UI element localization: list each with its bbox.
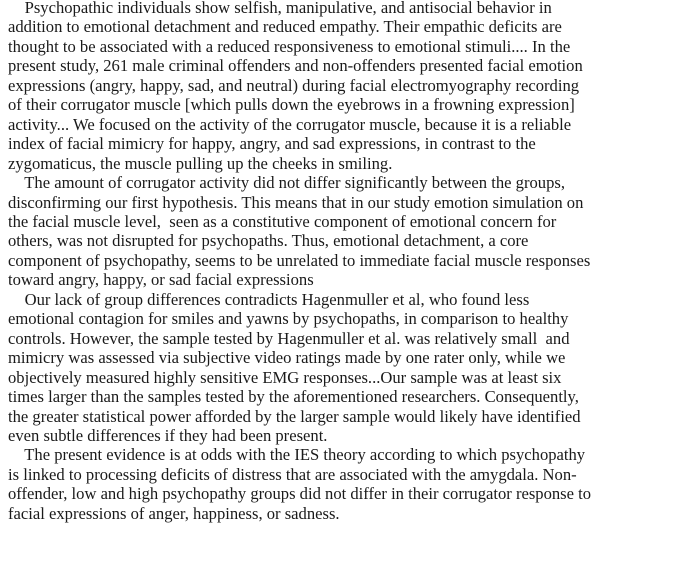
text-line: even subtle differences if they had been present. (8, 425, 328, 445)
text-line: The present evidence is at odds with the IES theory according to which psychopathy (8, 445, 586, 465)
text-line: of their corrugator muscle [which pulls down the eyebrows in a frowning expression] (8, 95, 575, 115)
text-line: offender, low and high psychopathy groups did not differ in their corrugator response to (8, 484, 592, 504)
text-line: activity... We focused on the activity of the corrugator muscle, because it is a reliable (8, 114, 572, 134)
paragraph-3 (8, 290, 678, 446)
text-line: times larger than the samples tested by the aforementioned researchers. Consequently, (8, 387, 579, 407)
text-line: others, was not disrupted for psychopaths. Thus, emotional detachment, a core (8, 231, 529, 251)
text-line: the greater statistical power afforded by the larger sample would likely have identified (8, 406, 581, 426)
text-line: toward angry, happy, or sad facial expressions (8, 270, 314, 290)
text-line: index of facial mimicry for happy, angry, and sad expressions, in contrast to the (8, 134, 536, 154)
text-line: emotional contagion for smiles and yawns by psychopaths, in comparison to healthy (8, 309, 569, 329)
text-line: component of psychopathy, seems to be unrelated to immediate facial muscle responses (8, 250, 591, 270)
text-line: mimicry was assessed via subjective video ratings made by one rater only, while we (8, 348, 566, 368)
paragraph-4 (8, 445, 678, 523)
text-line: The amount of corrugator activity did not differ significantly between the groups, (8, 173, 565, 193)
text-line: the facial muscle level, seen as a constitutive component of emotional concern for (8, 211, 557, 231)
document-body (8, 0, 678, 523)
text-line: controls. However, the sample tested by Hagenmuller et al. was relatively small and (8, 328, 570, 348)
text-line: objectively measured highly sensitive EMG responses...Our sample was at least six (8, 367, 562, 387)
paragraph-1 (8, 0, 678, 173)
text-line: is linked to processing deficits of distress that are associated with the amygdala. Non- (8, 464, 577, 484)
text-line: present study, 261 male criminal offenders and non-offenders presented facial emotion (8, 56, 583, 76)
text-line: addition to emotional detachment and reduced empathy. Their empathic deficits are (8, 17, 562, 37)
text-line: Our lack of group differences contradicts Hagenmuller et al, who found less (8, 289, 530, 309)
text-line: thought to be associated with a reduced responsiveness to emotional stimuli.... In the (8, 36, 571, 56)
text-line: zygomaticus, the muscle pulling up the cheeks in smiling. (8, 153, 393, 173)
text-line: Psychopathic individuals show selfish, manipulative, and antisocial behavior in (8, 0, 552, 17)
paragraph-2 (8, 173, 678, 290)
text-line: expressions (angry, happy, sad, and neutral) during facial electromyography recording (8, 75, 580, 95)
text-line: facial expressions of anger, happiness, or sadness. (8, 503, 340, 523)
text-line: disconfirming our first hypothesis. This means that in our study emotion simulation on (8, 192, 584, 212)
